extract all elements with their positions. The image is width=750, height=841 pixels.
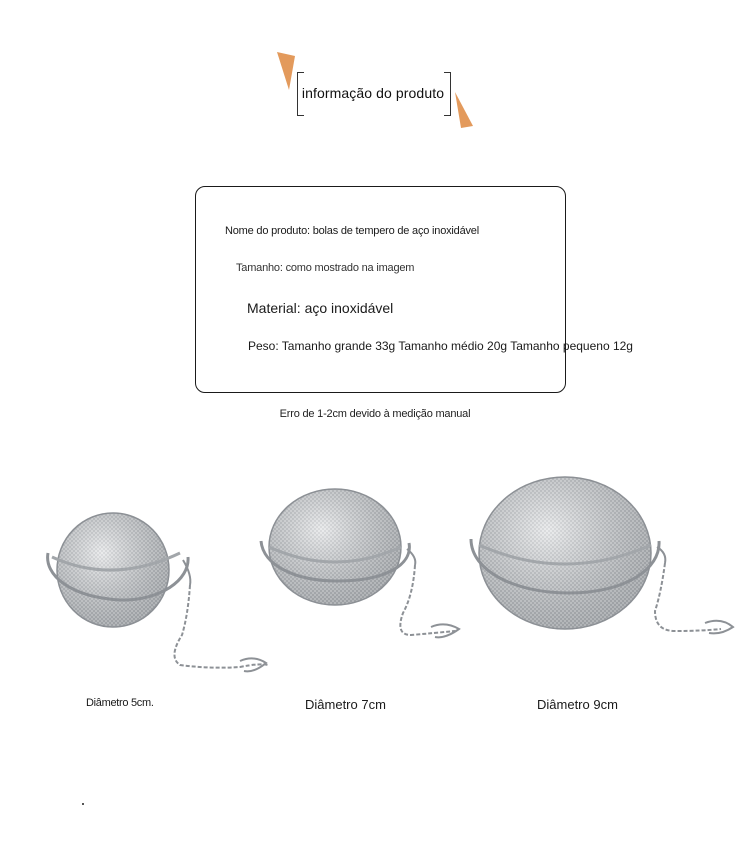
page-title: informação do produto xyxy=(301,85,445,101)
product-name-text: Nome do produto: bolas de tempero de aço inoxidável xyxy=(225,225,479,237)
medium-diameter-caption: Diâmetro 7cm xyxy=(305,697,386,712)
product-material-text: Material: aço inoxidável xyxy=(247,300,394,316)
accent-triangle-right-decoration xyxy=(453,90,475,130)
stray-dot xyxy=(82,803,84,805)
tea-infuser-small-image xyxy=(40,505,280,690)
small-diameter-caption: Diâmetro 5cm. xyxy=(86,697,154,709)
measurement-note: Erro de 1-2cm devido à medição manual xyxy=(279,408,471,420)
product-size-text: Tamanho: como mostrado na imagem xyxy=(236,262,415,274)
accent-triangle-left-decoration xyxy=(275,52,297,92)
product-weight-text: Peso: Tamanho grande 33g Tamanho médio 20g Tamanho pequeno 12g xyxy=(248,339,633,353)
product-info-box xyxy=(195,186,566,393)
tea-infuser-medium-image xyxy=(255,485,470,650)
large-diameter-caption: Diâmetro 9cm xyxy=(537,697,618,712)
tea-infuser-large-image xyxy=(465,475,740,645)
header xyxy=(0,0,750,140)
